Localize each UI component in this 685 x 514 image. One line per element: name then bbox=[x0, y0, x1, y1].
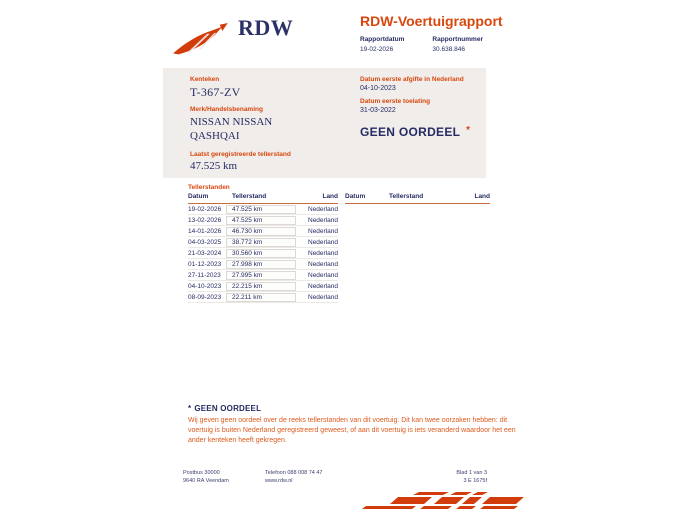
cell-datum: 27-11-2023 bbox=[188, 271, 221, 279]
rapportnummer-label: Rapportnummer bbox=[432, 36, 483, 43]
footer-contact bbox=[265, 469, 417, 485]
merk-label: Merk/Handelsbenaming bbox=[190, 106, 263, 113]
footer-address-line2: 9640 RA Veendam bbox=[183, 478, 229, 484]
cell-datum: 14-01-2026 bbox=[188, 227, 222, 235]
column-header-tellerstand: Tellerstand bbox=[389, 193, 424, 200]
rapportnummer-block bbox=[432, 36, 483, 53]
cell-tellerstand: 38.772 km bbox=[226, 238, 296, 247]
rdw-logo-text: RDW bbox=[238, 15, 294, 40]
footer-page-info: Blad 1 van 3 bbox=[456, 470, 487, 476]
table-row bbox=[188, 237, 338, 248]
rapportnummer-value: 30.638.846 bbox=[432, 46, 465, 53]
cell-land: Nederland bbox=[308, 282, 338, 290]
cell-land: Nederland bbox=[308, 227, 338, 235]
oordeel-value: GEEN OORDEEL bbox=[360, 125, 461, 139]
report-title: RDW-Voertuigrapport bbox=[360, 13, 503, 29]
cell-tellerstand: 47.525 km bbox=[226, 216, 296, 225]
vehicle-dates-column bbox=[360, 76, 472, 139]
cell-tellerstand: 30.560 km bbox=[226, 249, 296, 258]
footer-phone: Telefoon 088 008 74 47 bbox=[265, 470, 323, 476]
cell-datum: 04-10-2023 bbox=[188, 282, 222, 290]
cell-tellerstand: 27.995 km bbox=[226, 271, 296, 280]
footer-pagination bbox=[417, 469, 487, 485]
cell-land: Nederland bbox=[308, 238, 338, 246]
cell-datum: 08-09-2023 bbox=[188, 293, 222, 301]
cell-land: Nederland bbox=[308, 205, 338, 213]
cell-tellerstand: 22.211 km bbox=[226, 293, 296, 302]
rdw-stripes-graphic bbox=[358, 489, 532, 513]
cell-datum: 01-12-2023 bbox=[188, 260, 222, 268]
column-header-land: Land bbox=[322, 193, 338, 200]
table-header-row bbox=[188, 193, 338, 204]
vehicle-summary-panel bbox=[163, 68, 486, 178]
kenteken-label: Kenteken bbox=[190, 76, 220, 83]
cell-datum: 21-03-2024 bbox=[188, 249, 222, 257]
column-header-datum: Datum bbox=[188, 193, 209, 200]
table-header-row bbox=[345, 193, 490, 204]
laatste-tellerstand-value: 47.525 km bbox=[190, 160, 238, 172]
oordeel-asterisk: * bbox=[466, 125, 470, 136]
footnote-title-text: GEEN OORDEEL bbox=[194, 404, 262, 413]
vehicle-id-column bbox=[190, 76, 320, 172]
rapportdatum-block bbox=[360, 36, 404, 53]
footer-address-line1: Postbus 30000 bbox=[183, 470, 220, 476]
report-meta bbox=[360, 36, 483, 53]
cell-tellerstand: 27.998 km bbox=[226, 260, 296, 269]
cell-land: Nederland bbox=[308, 249, 338, 257]
cell-tellerstand: 46.730 km bbox=[226, 227, 296, 236]
cell-datum: 19-02-2026 bbox=[188, 205, 222, 213]
cell-datum: 13-02-2026 bbox=[188, 216, 222, 224]
cell-land: Nederland bbox=[308, 260, 338, 268]
rdw-logo bbox=[171, 15, 293, 57]
rdw-bird-icon bbox=[171, 23, 229, 57]
footer-address bbox=[183, 469, 265, 485]
cell-tellerstand: 22.215 km bbox=[226, 282, 296, 291]
tellerstanden-table-empty bbox=[345, 193, 490, 204]
cell-land: Nederland bbox=[308, 271, 338, 279]
rapportdatum-value: 19-02-2026 bbox=[360, 46, 394, 53]
column-header-datum: Datum bbox=[345, 193, 366, 200]
column-header-tellerstand: Tellerstand bbox=[232, 193, 267, 200]
merk-value: NISSAN NISSAN QASHQAI bbox=[190, 116, 273, 142]
table-row bbox=[188, 281, 338, 292]
toelating-value: 31-03-2022 bbox=[360, 107, 396, 114]
cell-tellerstand: 47.525 km bbox=[226, 205, 296, 214]
cell-land: Nederland bbox=[308, 216, 338, 224]
column-header-land: Land bbox=[474, 193, 490, 200]
table-row bbox=[188, 292, 338, 303]
cell-land: Nederland bbox=[308, 293, 338, 301]
oordeel-badge bbox=[360, 125, 470, 139]
oordeel-footnote bbox=[188, 404, 516, 446]
rapportdatum-label: Rapportdatum bbox=[360, 36, 405, 43]
table-row bbox=[188, 204, 338, 215]
table-row bbox=[188, 270, 338, 281]
table-row bbox=[188, 259, 338, 270]
footnote-text: Wij geven geen oordeel over de reeks tellerstanden van dit voertuig. Dit kan twee oorzaken hebben: dit voertuig is buiten Nederland geregistreerd geweest, of aan dit voertuig is iets veranderd waardoor het een ander kenteken heeft gekregen. bbox=[188, 417, 516, 444]
table-row bbox=[188, 248, 338, 259]
afgifte-value: 04-10-2023 bbox=[360, 85, 396, 92]
tellerstanden-section-title: Tellerstanden bbox=[188, 184, 230, 191]
toelating-label: Datum eerste toelating bbox=[360, 98, 431, 105]
tellerstanden-table bbox=[188, 193, 338, 303]
table-row bbox=[188, 215, 338, 226]
afgifte-label: Datum eerste afgifte in Nederland bbox=[360, 76, 464, 83]
laatste-tellerstand-label: Laatst geregistreerde tellerstand bbox=[190, 151, 291, 158]
footer-doc-code: 3 E 1675f bbox=[463, 478, 487, 484]
footnote-asterisk: * bbox=[188, 404, 192, 413]
footnote-title bbox=[188, 404, 516, 413]
footer-website: www.rdw.nl bbox=[265, 478, 293, 484]
kenteken-value: T-367-ZV bbox=[190, 85, 241, 99]
cell-datum: 04-03-2025 bbox=[188, 238, 222, 246]
table-row bbox=[188, 226, 338, 237]
page-footer bbox=[183, 469, 487, 485]
